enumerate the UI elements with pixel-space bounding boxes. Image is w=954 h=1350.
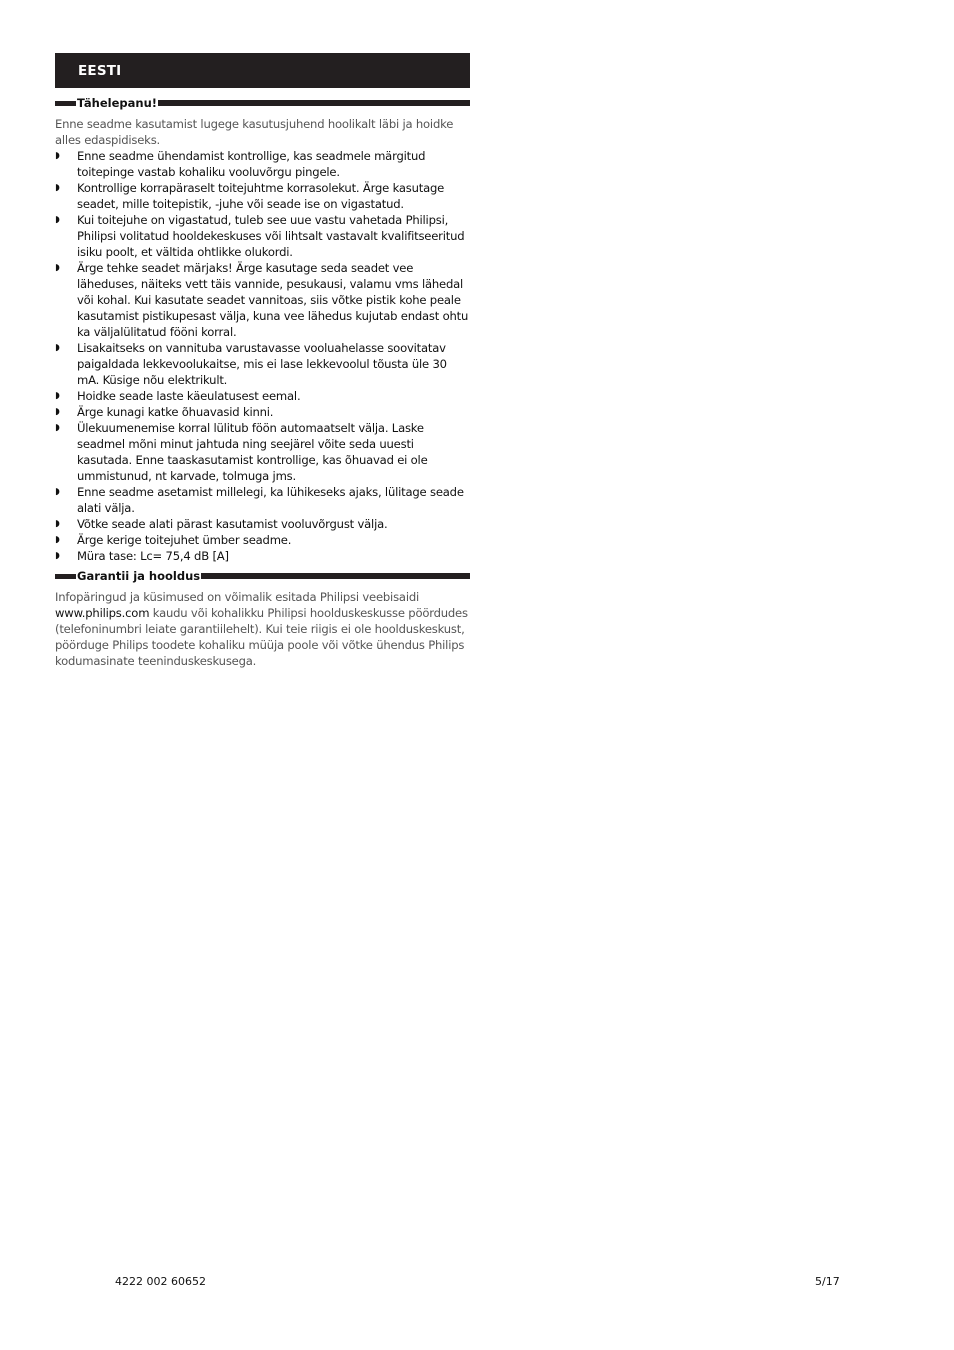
warning-list [55, 148, 470, 564]
warning-item-text: Hoidke seade laste käeulatusest eemal. [77, 389, 301, 403]
warning-item-text: Kui toitejuhe on vigastatud, tuleb see uue vastu vahetada Philipsi, Philipsi volitatud hooldekeskuses või lihtsalt vastavalt kvalifitseeritud isiku poolt, et vältida ohtlikke olukordi. [77, 213, 465, 259]
heading-trail-rule [201, 573, 470, 579]
heading-lead-rule [55, 574, 76, 579]
bullet-marker-icon: ◗ [55, 215, 60, 225]
heading-lead-rule [55, 101, 76, 106]
warning-list-item [55, 260, 470, 340]
guarantee-text [55, 589, 470, 669]
bullet-marker-icon: ◗ [55, 183, 60, 193]
warning-item-text: Ülekuumenemise korral lülitub föön automaatselt välja. Laske seadmel mõni minut jahtuda ning seejärel võite seda uuesti kasutada. Enne taaskasutamist kontrollige, kas õhuavad ei ole ummistunud, nt karvade, tolmuga jms. [77, 421, 428, 483]
warning-list-item [55, 148, 470, 180]
warning-item-text: Kontrollige korrapäraselt toitejuhtme korrasolekut. Ärge kasutage seadet, mille toitepistik, -juhe või seade ise on vigastatud. [77, 181, 445, 211]
warning-section-heading [55, 96, 470, 110]
warning-item-text: Müra tase: Lc= 75,4 dB [A] [77, 549, 229, 563]
document-number: 4222 002 60652 [115, 1275, 206, 1288]
page-number: 5/17 [815, 1275, 840, 1288]
warning-title: Tähelepanu! [77, 96, 158, 110]
content-column [55, 53, 470, 669]
warning-item-text: Enne seadme ühendamist kontrollige, kas seadmele märgitud toitepinge vastab kohaliku vooluvõrgu pingele. [77, 149, 426, 179]
language-header-bar [55, 53, 470, 88]
heading-trail-rule [158, 100, 470, 106]
warning-item-text: Võtke seade alati pärast kasutamist vooluvõrgust välja. [77, 517, 388, 531]
language-label: EESTI [78, 62, 122, 79]
warning-list-item [55, 516, 470, 532]
warning-list-item [55, 404, 470, 420]
warning-list-item [55, 548, 470, 564]
bullet-marker-icon: ◗ [55, 407, 60, 417]
warning-intro: Enne seadme kasutamist lugege kasutusjuhend hoolikalt läbi ja hoidke alles edaspidiseks. [55, 117, 454, 147]
warning-item-text: Ärge kunagi katke õhuavasid kinni. [77, 405, 274, 419]
bullet-marker-icon: ◗ [55, 391, 60, 401]
warning-list-item [55, 180, 470, 212]
warning-item-text: Ärge tehke seadet märjaks! Ärge kasutage seda seadet vee läheduses, näiteks vett täis vannide, pesukausi, valamu vms lähedal või kohal. Kui kasutate seadet vannitoas, siis võtke pistik kohe peale kasutamist pistikupesast välja, kuna vee lähedus kujutab endast ohtu ka väljalülitatud fööni korral. [77, 261, 469, 339]
bullet-marker-icon: ◗ [55, 423, 60, 433]
bullet-marker-icon: ◗ [55, 551, 60, 561]
bullet-marker-icon: ◗ [55, 343, 60, 353]
bullet-marker-icon: ◗ [55, 263, 60, 273]
bullet-marker-icon: ◗ [55, 519, 60, 529]
bullet-marker-icon: ◗ [55, 487, 60, 497]
guarantee-title: Garantii ja hooldus [77, 569, 201, 583]
warning-item-text: Ärge kerige toitejuhet ümber seadme. [77, 533, 292, 547]
philips-website-link[interactable]: www.philips.com [55, 606, 150, 620]
warning-item-text: Lisakaitseks on vannituba varustavasse vooluahelasse soovitatav paigaldada lekkevoolukaitse, mis ei lase lekkevoolul tõusta üle 30 mA. Küsige nõu elektrikult. [77, 341, 447, 387]
guarantee-text-before: Infopäringud ja küsimused on võimalik esitada Philipsi veebisaidi [55, 590, 420, 604]
bullet-marker-icon: ◗ [55, 535, 60, 545]
warning-list-item [55, 340, 470, 388]
warning-list-item [55, 212, 470, 260]
warning-item-text: Enne seadme asetamist millelegi, ka lühikeseks ajaks, lülitage seade alati välja. [77, 485, 464, 515]
warning-list-item [55, 420, 470, 484]
warning-list-item [55, 484, 470, 516]
guarantee-section-heading [55, 569, 470, 583]
guarantee-text-after: kaudu või kohalikku Philipsi hoolduskeskusse pöördudes (telefoninumbri leiate garantiilehelt). Kui teie riigis ei ole hoolduskeskust, pöörduge Philips toodete kohaliku müüja poole või võtke ühendus Philips kodumasinate teeninduskeskusega. [55, 606, 468, 668]
bullet-marker-icon: ◗ [55, 151, 60, 161]
warning-list-item [55, 532, 470, 548]
warning-list-item [55, 388, 470, 404]
